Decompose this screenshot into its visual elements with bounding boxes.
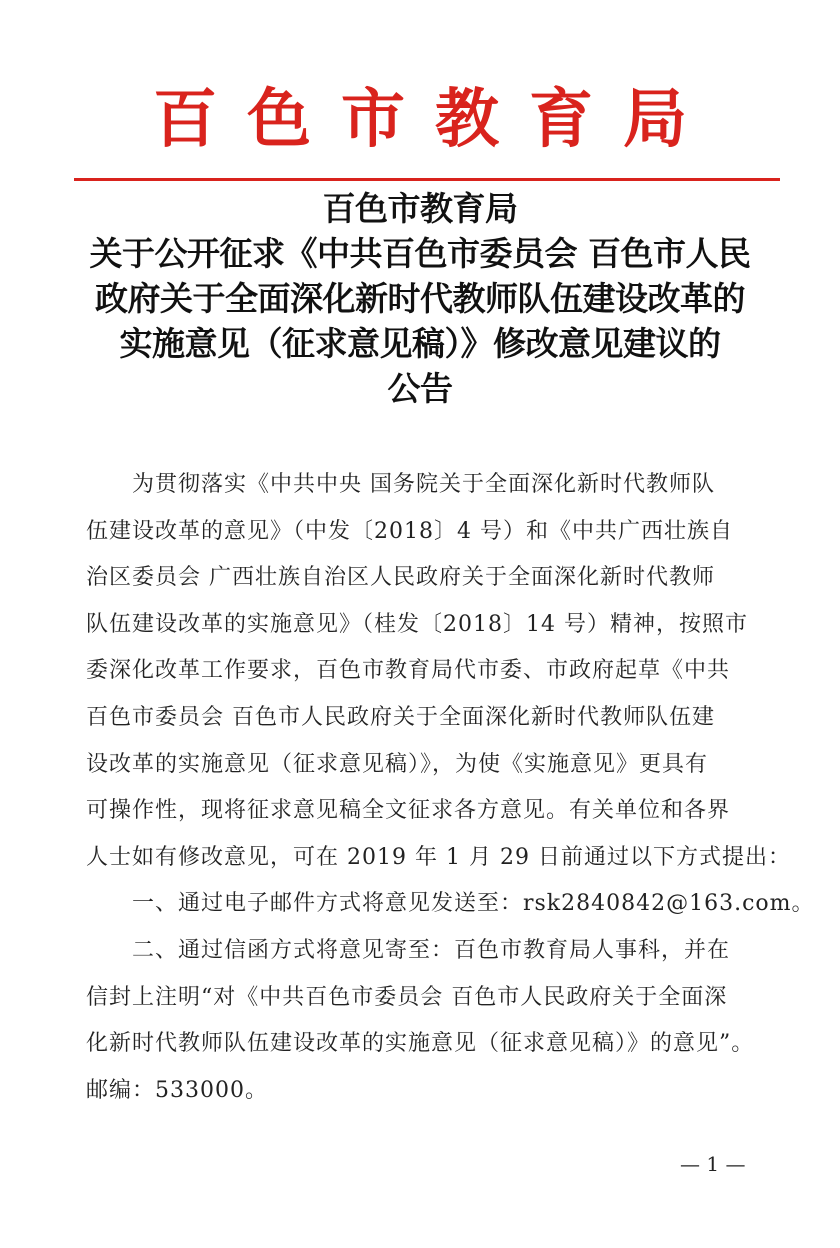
title-line: 政府关于全面深化新时代教师队伍建设改革的 (95, 279, 745, 318)
body-line: 为贯彻落实《中共中央 国务院关于全面深化新时代教师队 (132, 472, 715, 497)
title-line: 百色市教育局 (322, 189, 518, 228)
mail-submission-line: 二、通过信函方式将意见寄至：百色市教育局人事科，并在 (132, 937, 731, 963)
body-line: 治区委员会 广西壮族自治区人民政府关于全面深化新时代教师 (86, 565, 715, 591)
body-line: 队伍建设改革的实施意见》（桂发〔2018〕14 号）精神，按照市 (86, 611, 748, 637)
red-header-rule (74, 178, 780, 181)
email-submission-line: 一、通过电子邮件方式将意见发送至：rsk2840842@163.com。 (132, 891, 815, 917)
title-line: 实施意见（征求意见稿）》修改意见建议的 (119, 324, 721, 363)
body-line: 人士如有修改意见，可在 2019 年 1 月 29 日前通过以下方式提出： (86, 844, 791, 870)
issuing-organization-header: 百色市教育局 (153, 82, 717, 157)
body-line: 伍建设改革的意见》（中发〔2018〕4 号）和《中共广西壮族自 (86, 518, 733, 544)
body-line: 化新时代教师队伍建设改革的实施意见（征求意见稿）》的意见”。 (86, 1031, 755, 1057)
page-number: — 1 — (680, 1152, 746, 1176)
body-line: 设改革的实施意见（征求意见稿）》，为使《实施意见》更具有 (86, 751, 709, 777)
document-body (86, 462, 815, 1114)
title-line: 关于公开征求《中共百色市委员会 百色市人民 (89, 234, 751, 273)
body-line: 百色市委员会 百色市人民政府关于全面深化新时代教师队伍建 (86, 704, 715, 730)
body-line: 委深化改革工作要求，百色市教育局代市委、市政府起草《中共 (86, 658, 731, 684)
body-line: 可操作性，现将征求意见稿全文征求各方意见。有关单位和各界 (86, 798, 731, 824)
postal-code-line: 邮编：533000。 (86, 1077, 268, 1103)
body-line: 信封上注明“对《中共百色市委员会 百色市人民政府关于全面深 (86, 984, 728, 1010)
title-line: 公告 (387, 369, 453, 408)
document-title (70, 186, 770, 411)
